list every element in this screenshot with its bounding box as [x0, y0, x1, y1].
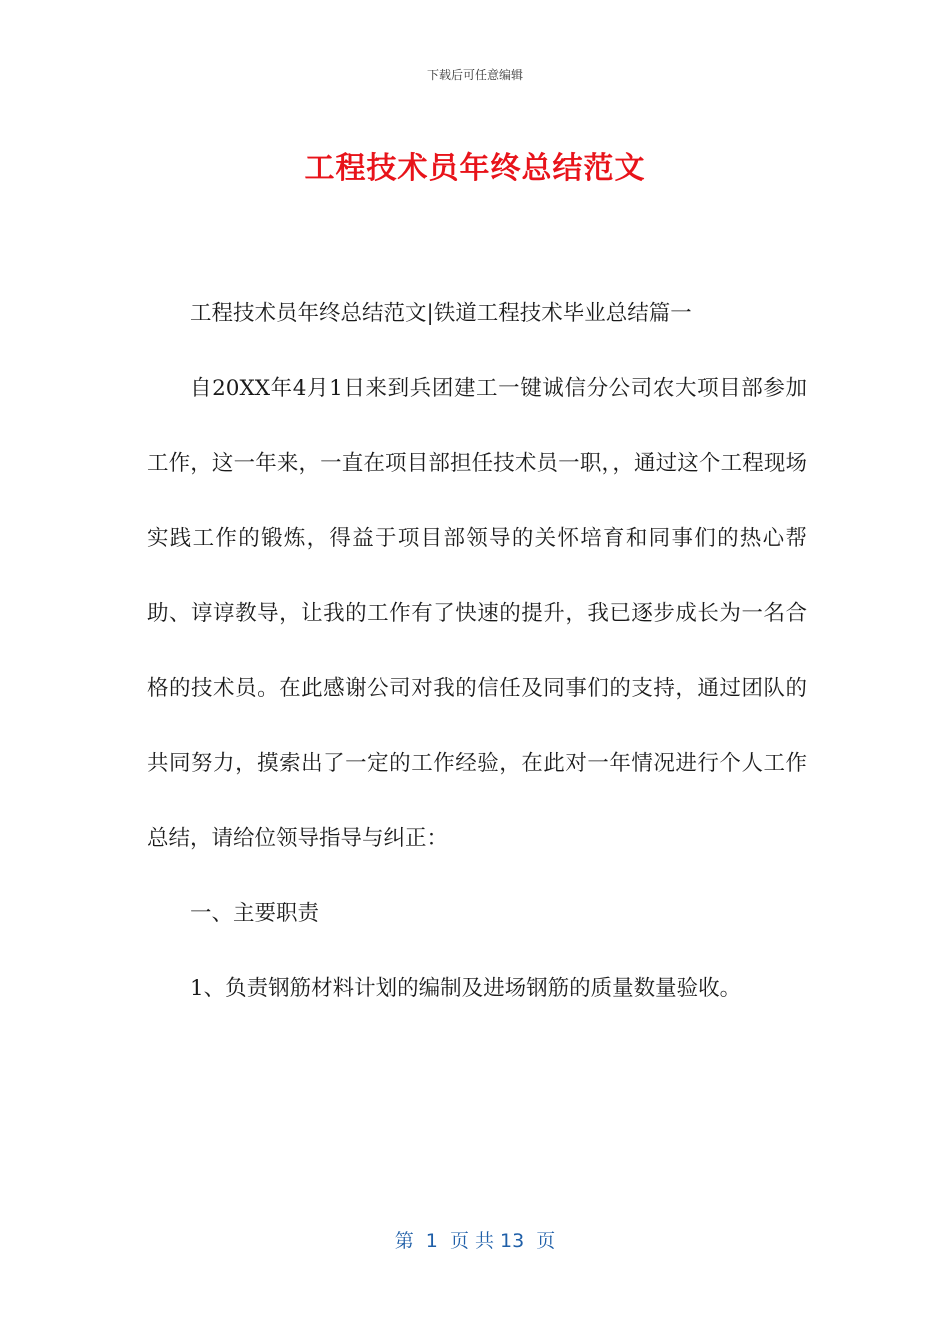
paragraph-subtitle: 工程技术员年终总结范文|铁道工程技术毕业总结篇一: [190, 301, 692, 326]
document-title: 工程技术员年终总结范文: [304, 151, 646, 186]
paragraph-item-1: 1、负责钢筋材料计划的编制及进场钢筋的质量数量验收。: [190, 976, 742, 1001]
paragraph-intro: 自20XX年4月1日来到兵团建工一键诚信分公司农大项目部参加工作，这一年来，一直在项目部担任技术员一职，，通过这个工程现场实践工作的锻炼，得益于项目部领导的关怀培育和同事们的热心帮助、谆谆教导，让我的工作有了快速的提升，我已逐步成长为一名合格的技术员。在此感谢公司对我的信任及同事们的支持，通过团队的共同努力，摸索出了一定的工作经验，在此对一年情况进行个人工作总结，请给位领导指导与纠正：: [147, 376, 807, 851]
page-footer: 第 1 页 共 13 页: [394, 1230, 556, 1252]
document-body: [147, 276, 807, 1026]
section-heading: 一、主要职责: [190, 901, 320, 926]
header-note: 下载后可任意编辑: [426, 68, 523, 82]
